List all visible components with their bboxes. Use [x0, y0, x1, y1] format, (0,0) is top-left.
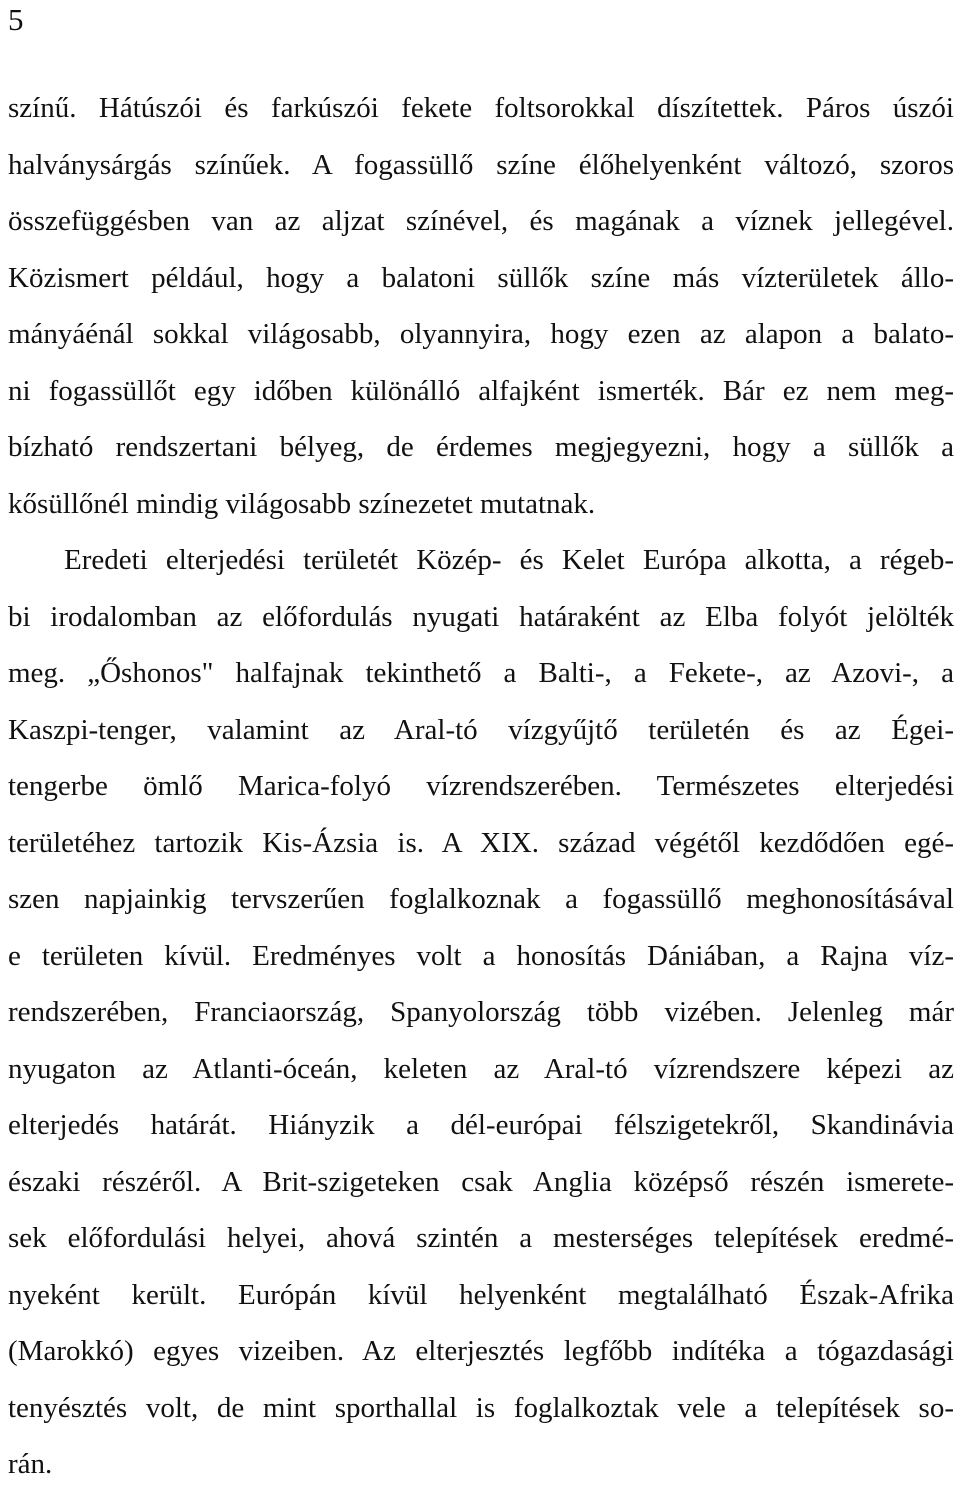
- text-line: bi irodalomban az előfordulás nyugati határaként az Elba folyót jelölték: [8, 600, 954, 633]
- page-number: 5: [8, 2, 24, 37]
- text-line: rán.: [8, 1448, 53, 1480]
- text-line: meg. „Őshonos" halfajnak tekinthető a Balti-, a Fekete-, az Azovi-, a: [8, 657, 954, 689]
- paragraph-description: [8, 80, 954, 532]
- text-line: Kaszpi-tenger, valamint az Aral-tó vízgyűjtő területén és az Égei-: [8, 713, 954, 746]
- text-line: tengerbe ömlő Marica-folyó vízrendszerében. Természetes elterjedési: [8, 770, 954, 802]
- text-line: Közismert például, hogy a balatoni süllők színe más vízterületek állo-: [8, 261, 954, 294]
- text-line: északi részéről. A Brit-szigeteken csak Anglia középső részén ismerete-: [8, 1165, 954, 1198]
- text-line: Eredeti elterjedési területét Közép- és Kelet Európa alkotta, a régeb-: [64, 544, 954, 576]
- text-line: (Marokkó) egyes vizeiben. Az elterjesztés legfőbb indítéka a tógazdasági: [8, 1335, 954, 1367]
- paragraph-distribution: [8, 532, 954, 1493]
- text-line: ni fogassüllőt egy időben különálló alfajként ismerték. Bár ez nem meg-: [8, 374, 954, 407]
- page-body: [8, 80, 954, 1493]
- text-line: e területen kívül. Eredményes volt a honosítás Dániában, a Rajna víz-: [8, 939, 954, 972]
- text-line: elterjedés határát. Hiányzik a dél-európai félszigetekről, Skandinávia: [8, 1109, 954, 1141]
- text-line: halványsárgás színűek. A fogassüllő színe élőhelyenként változó, szoros: [8, 148, 954, 181]
- text-line: sek előfordulási helyei, ahová szintén a mesterséges telepítések eredmé-: [8, 1222, 954, 1254]
- text-line: rendszerében, Franciaország, Spanyolország több vizében. Jelenleg már: [8, 996, 954, 1028]
- text-line: bízható rendszertani bélyeg, de érdemes megjegyezni, hogy a süllők a: [8, 431, 954, 463]
- text-line: nyeként került. Európán kívül helyenként megtalálható Észak-Afrika: [8, 1278, 954, 1311]
- text-line: szen napjainkig tervszerűen foglalkoznak a fogassüllő meghonosításával: [8, 883, 954, 915]
- text-line: nyugaton az Atlanti-óceán, keleten az Aral-tó vízrendszere képezi az: [8, 1052, 954, 1085]
- text-line: tenyésztés volt, de mint sporthallal is foglalkoztak vele a telepítések so-: [8, 1391, 954, 1424]
- text-line: területéhez tartozik Kis-Ázsia is. A XIX. század végétől kezdődően egé-: [8, 826, 954, 859]
- text-line: mányáénál sokkal világosabb, olyannyira, hogy ezen az alapon a balato-: [8, 318, 954, 350]
- text-line: színű. Hátúszói és farkúszói fekete foltsorokkal díszítettek. Páros úszói: [8, 92, 954, 124]
- text-line: összefüggésben van az aljzat színével, és magának a víznek jellegével.: [8, 205, 954, 237]
- text-line: kősüllőnél mindig világosabb színezetet mutatnak.: [8, 487, 596, 520]
